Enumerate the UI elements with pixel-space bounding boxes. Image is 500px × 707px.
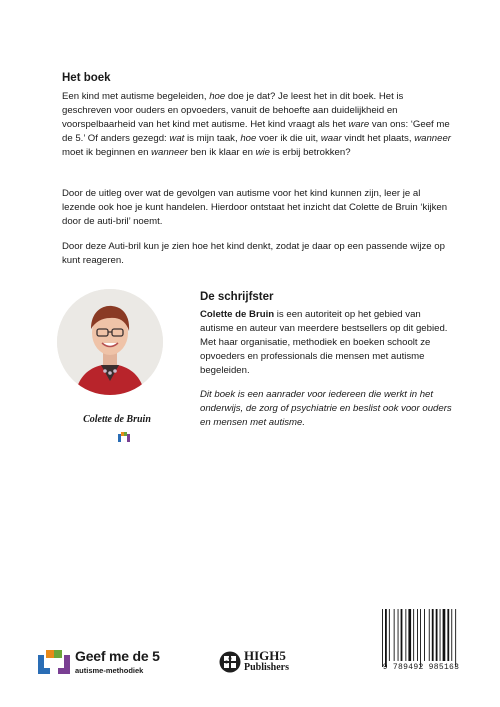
barcode-bar: [417, 609, 418, 661]
emphasis-word: wanneer: [414, 133, 451, 144]
geef-me-de-5-small-logo-icon: [118, 432, 130, 442]
publisher-name: HIGH5: [244, 648, 286, 663]
section-title-de-schrijfster: De schrijfster: [200, 291, 274, 303]
photo-caption: Colette de Bruin: [83, 414, 151, 425]
author-photo: [57, 289, 163, 395]
barcode-bar: [401, 609, 403, 661]
barcode-bar: [385, 609, 387, 667]
barcode-bar: [408, 609, 411, 661]
barcode-bar: [451, 609, 452, 661]
paragraph-fragment: ben ik klaar en: [187, 147, 256, 158]
author-bio: [200, 308, 455, 378]
barcode-bar: [413, 609, 414, 661]
barcode-bar: [432, 609, 434, 661]
barcode-bar: [424, 609, 425, 661]
barcode-bar: [394, 609, 395, 661]
barcode-bar: [436, 609, 438, 661]
emphasis-word: wanneer: [151, 147, 188, 158]
barcode-bar: [398, 609, 399, 661]
paragraph-fragment: doe je dat? Je leest het in dit boek. Het is geschreven voor ouders en opvoeders, vanuit de behoefte aan duidelijkheid en voorspelbaarheid van het kind met autisme. Het kind vraagt als het: [62, 91, 404, 130]
barcode-bar: [405, 609, 406, 661]
barcode-bar: [420, 609, 421, 667]
high5-puzzle-logo-icon: [219, 651, 241, 673]
emphasis-word: ware: [348, 119, 370, 130]
paragraph-fragment: van ons: ‘Geef me de 5.’ Of anders gezegd:: [62, 119, 450, 144]
barcode-bar: [429, 609, 430, 661]
geef-me-de-5-logo-icon: [38, 650, 70, 674]
emphasis-word: wat: [169, 133, 185, 144]
paragraph-intro: [62, 90, 454, 160]
paragraph-fragment: is erbij betrokken?: [270, 147, 351, 158]
paragraph-fragment: voer ik die uit,: [256, 133, 321, 144]
paragraph-auti-bril: Door deze Auti-bril kun je zien hoe het kind denkt, zodat je daar op een passende wijze op kunt reageren.: [62, 241, 445, 266]
barcode-bar: [447, 609, 449, 661]
paragraph-fragment: is mijn taak,: [184, 133, 241, 144]
barcode-bar: [455, 609, 456, 667]
barcode-bar: [382, 609, 383, 667]
publisher-sub: Publishers: [244, 662, 290, 673]
emphasis-word: hoe: [240, 133, 257, 144]
author-bio-text: is een autoriteit op het gebied van autisme en auteur van meerdere bestsellers op dit gebied. Met haar organisatie, methodiek en boeken schoolt ze opvoeders en professionals die mensen met autisme begeleiden.: [200, 309, 448, 376]
isbn-digits: 9 789492 985163: [382, 663, 460, 672]
emphasis-word: wie: [255, 147, 271, 158]
emphasis-word: hoe: [209, 91, 226, 102]
barcode-bar: [443, 609, 446, 661]
paragraph-explanation: Door de uitleg over wat de gevolgen van autisme voor het kind kunnen zijn, leer je al lezende ook hoe je kunt handelen. Hierdoor ontstaat het inzicht dat Colette de Bruin ‘kijken door de auti-bril’ noemt.: [62, 188, 448, 227]
barcode-bar: [389, 609, 390, 661]
emphasis-word: waar: [320, 133, 342, 144]
section-title-het-boek: Het boek: [62, 72, 111, 84]
paragraph-fragment: moet ik beginnen en: [62, 147, 152, 158]
barcode-bar: [440, 609, 441, 661]
geef-me-de-5-wordmark: Geef me de 5: [75, 648, 160, 664]
author-bio-name: Colette de Bruin: [200, 309, 275, 320]
geef-me-de-5-tagline: autisme-methodiek: [75, 666, 144, 675]
recommendation-quote: Dit boek is een aanrader voor iedereen die werkt in het onderwijs, de zorg of psychiatrie en beslist ook voor ouders en mensen met autisme.: [200, 389, 452, 428]
paragraph-fragment: Een kind met autisme begeleiden,: [62, 91, 210, 102]
paragraph-fragment: vindt het plaats,: [341, 133, 415, 144]
